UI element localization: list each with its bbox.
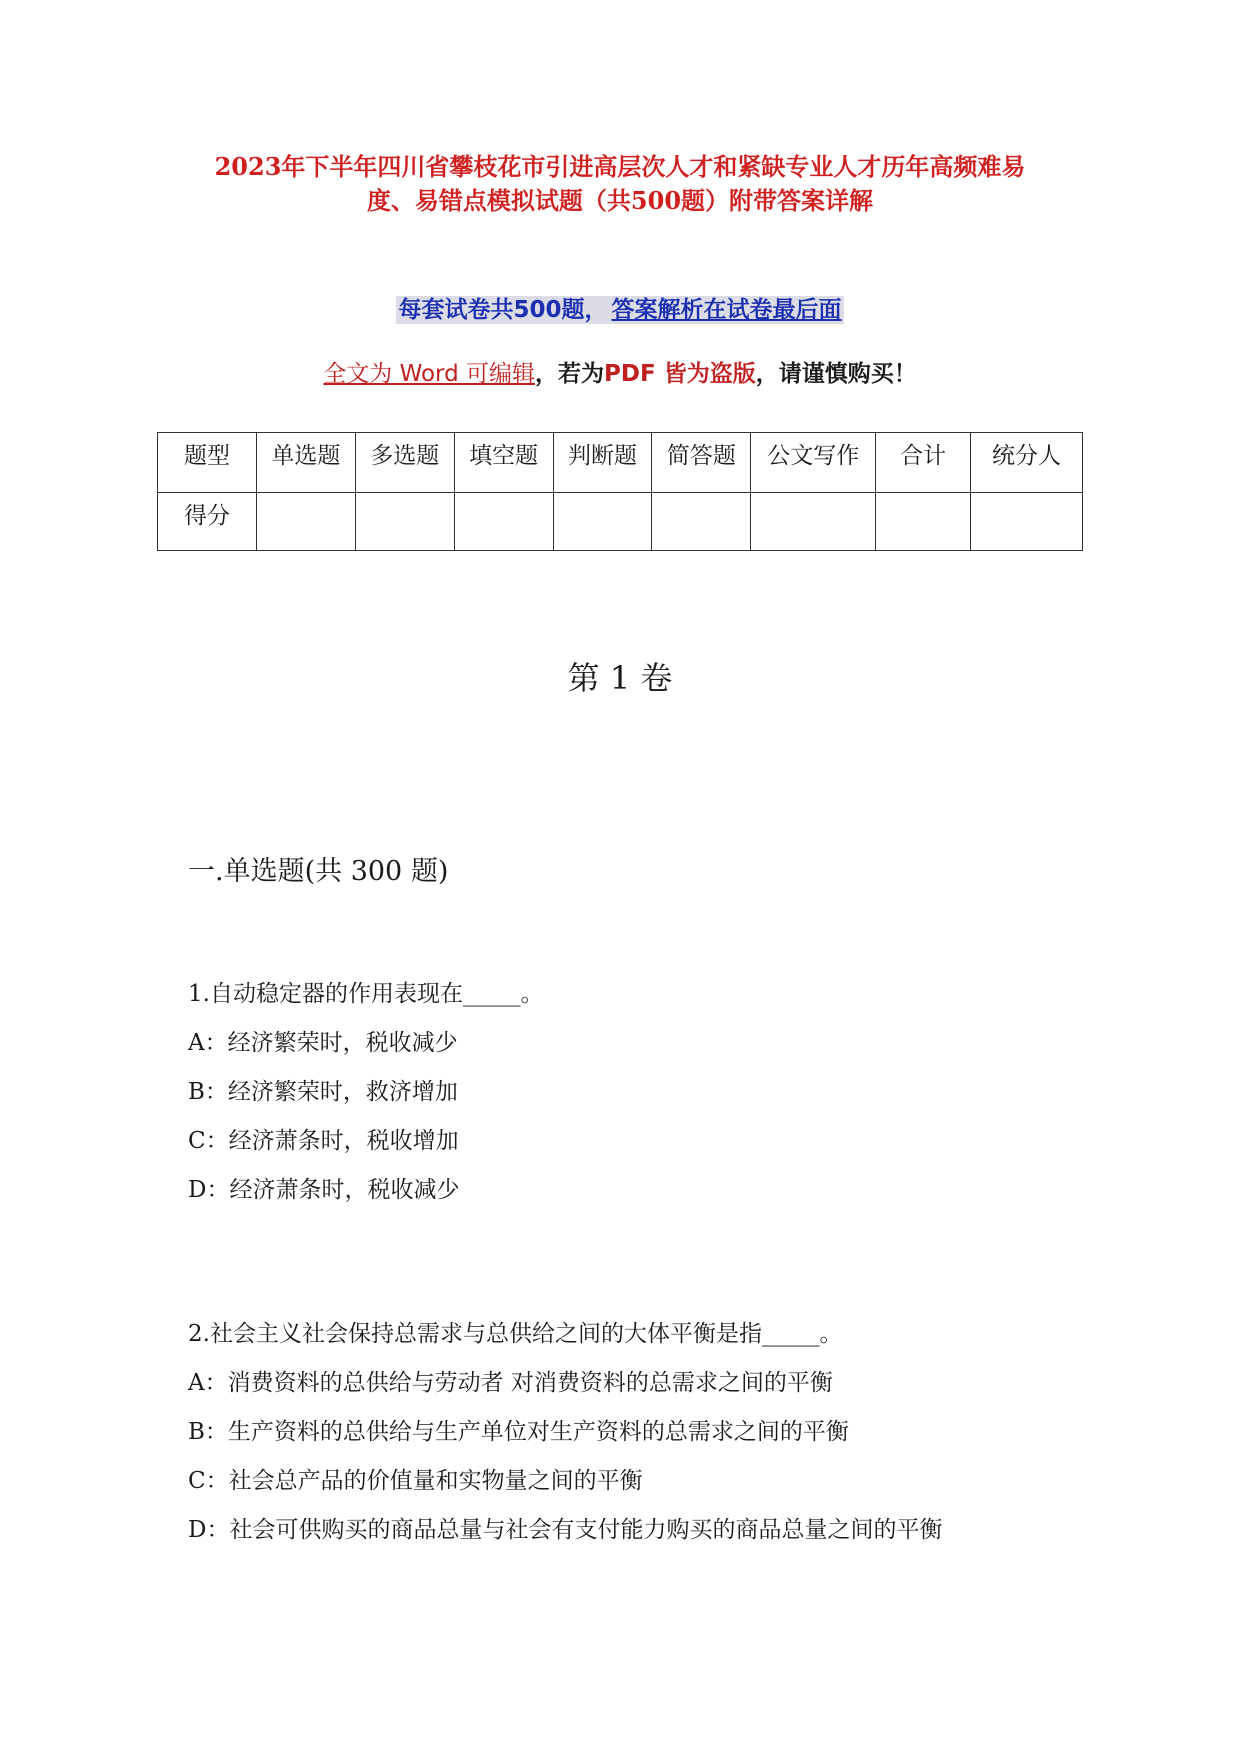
notice-count-text: 每套试卷共500题， xyxy=(398,297,608,323)
question-item xyxy=(188,970,1088,1215)
header-cell-true-false: 判断题 xyxy=(553,433,652,493)
option-d: D：经济萧条时，税收减少 xyxy=(188,1177,460,1203)
score-cell[interactable] xyxy=(454,493,553,551)
header-cell-fill-blank: 填空题 xyxy=(454,433,553,493)
header-cell-short-answer: 简答题 xyxy=(652,433,751,493)
section-heading: 一.单选题(共 300 题) xyxy=(188,856,449,887)
score-cell[interactable] xyxy=(355,493,454,551)
option-b: B：经济繁荣时，救济增加 xyxy=(188,1079,458,1105)
score-table-score-row xyxy=(158,493,1083,551)
header-cell-total: 合计 xyxy=(876,433,971,493)
score-cell[interactable] xyxy=(652,493,751,551)
question-stem: 1.自动稳定器的作用表现在_____。 xyxy=(188,981,544,1007)
score-cell[interactable] xyxy=(553,493,652,551)
header-cell-type: 题型 xyxy=(158,433,257,493)
volume-heading: 第 1 卷 xyxy=(567,659,673,697)
score-cell[interactable] xyxy=(876,493,971,551)
option-d: D：社会可供购买的商品总量与社会有支付能力购买的商品总量之间的平衡 xyxy=(188,1517,943,1543)
document-title xyxy=(120,150,1120,218)
question-stem: 2.社会主义社会保持总需求与总供给之间的大体平衡是指_____。 xyxy=(188,1321,843,1347)
notice-mid-text: ，若为 xyxy=(535,361,605,387)
header-cell-single-choice: 单选题 xyxy=(256,433,355,493)
option-b: B：生产资料的总供给与生产单位对生产资料的总需求之间的平衡 xyxy=(188,1419,849,1445)
notice-end-text: ，请谨慎购买！ xyxy=(755,361,917,387)
word-editable-link[interactable]: 全文为 Word 可编辑 xyxy=(323,361,536,387)
option-a: A：经济繁荣时，税收减少 xyxy=(188,1030,458,1056)
score-table xyxy=(157,432,1083,551)
title-line-1: 2023年下半年四川省攀枝花市引进高层次人才和紧缺专业人才历年高频难易 xyxy=(214,152,1026,181)
option-c: C：经济萧条时，税收增加 xyxy=(188,1128,459,1154)
option-a: A：消费资料的总供给与劳动者 对消费资料的总需求之间的平衡 xyxy=(188,1370,833,1396)
header-cell-official-writing: 公文写作 xyxy=(751,433,876,493)
score-cell[interactable] xyxy=(751,493,876,551)
answer-location-link[interactable]: 答案解析在试卷最后面 xyxy=(611,297,842,323)
score-table-header-row xyxy=(158,433,1083,493)
header-cell-scorer: 统分人 xyxy=(971,433,1083,493)
header-cell-multi-choice: 多选题 xyxy=(355,433,454,493)
answer-notice xyxy=(0,294,1240,326)
option-c: C：社会总产品的价值量和实物量之间的平衡 xyxy=(188,1468,643,1494)
title-line-2: 度、易错点模拟试题（共500题）附带答案详解 xyxy=(366,186,874,215)
score-cell[interactable] xyxy=(256,493,355,551)
score-row-label: 得分 xyxy=(158,493,257,551)
score-cell[interactable] xyxy=(971,493,1083,551)
question-item xyxy=(188,1310,1088,1555)
piracy-warning-text: PDF 皆为盗版 xyxy=(604,361,756,387)
question-count: 500 xyxy=(513,297,562,323)
piracy-notice xyxy=(0,358,1240,390)
